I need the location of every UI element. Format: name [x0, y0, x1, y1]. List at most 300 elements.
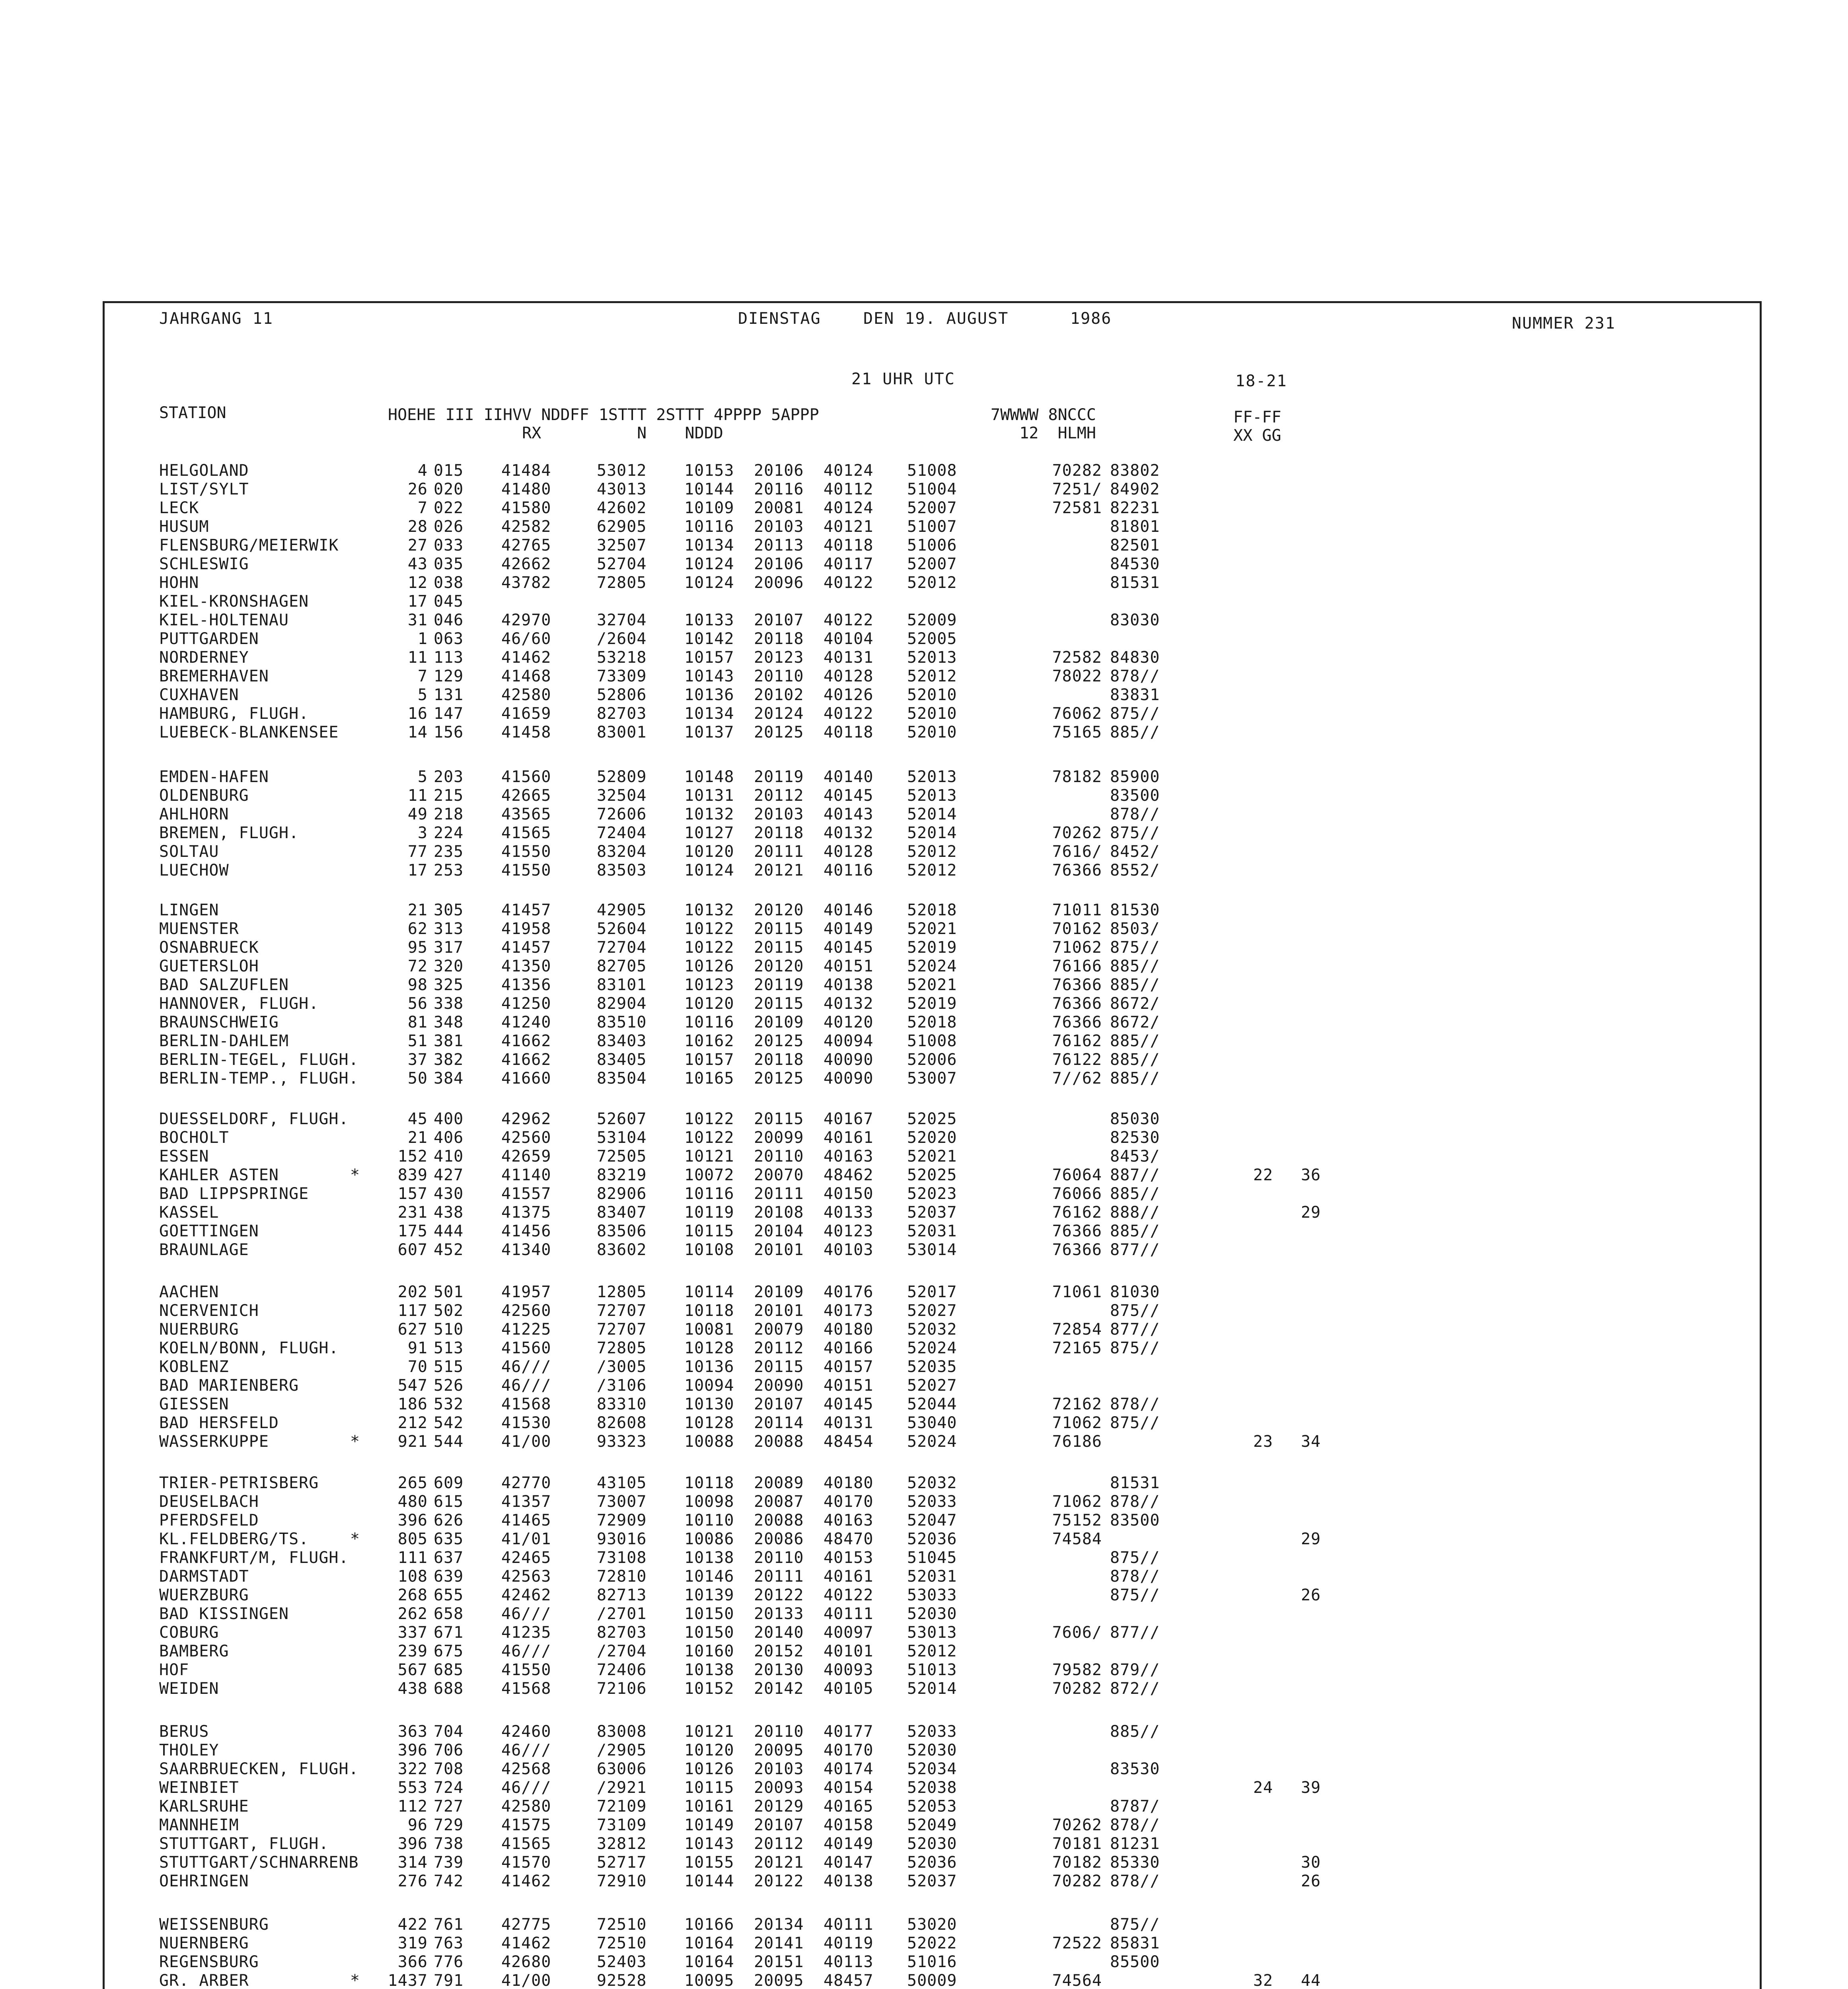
- sttt2: 20112: [754, 1835, 804, 1853]
- nddff: /3106: [597, 1376, 647, 1395]
- wwww7: 70262: [1052, 824, 1102, 842]
- iii: 609: [434, 1474, 464, 1492]
- pppp4: 40150: [824, 1185, 874, 1203]
- sttt2: 20120: [754, 901, 804, 919]
- station-name: HOHN: [159, 574, 199, 592]
- sttt1: 10110: [684, 1511, 734, 1530]
- station-name: HAMBURG, FLUGH.: [159, 705, 309, 723]
- station-name: FLENSBURG/MEIERWIK: [159, 536, 339, 555]
- nccc8: 885//: [1110, 1222, 1160, 1240]
- sttt2: 20110: [754, 667, 804, 685]
- pppp4: 40180: [824, 1474, 874, 1492]
- station-name: KARLSRUHE: [159, 1797, 249, 1816]
- iihvv: 42662: [501, 555, 551, 573]
- iii: 430: [434, 1185, 464, 1203]
- pppp4: 40145: [824, 786, 874, 805]
- iii: 444: [434, 1222, 464, 1240]
- hoehe: 396: [397, 1511, 428, 1530]
- station-name: CUXHAVEN: [159, 686, 239, 704]
- appp5: 52024: [907, 1339, 957, 1357]
- iii: 026: [434, 518, 464, 536]
- appp5: 52037: [907, 1203, 957, 1222]
- iihvv: 42465: [501, 1549, 551, 1567]
- pppp4: 40121: [824, 518, 874, 536]
- wwww7: 71062: [1052, 1414, 1102, 1432]
- nddff: 82703: [597, 705, 647, 723]
- sttt2: 20102: [754, 686, 804, 704]
- iihvv: 41560: [501, 768, 551, 786]
- nddff: 42905: [597, 901, 647, 919]
- sttt1: 10118: [684, 1474, 734, 1492]
- nccc8: 878//: [1110, 1816, 1160, 1834]
- nddff: /2921: [597, 1779, 647, 1797]
- sttt2: 20110: [754, 1549, 804, 1567]
- iihvv: 41456: [501, 1222, 551, 1240]
- ff-gg: 30: [1301, 1853, 1321, 1872]
- nddff: 72404: [597, 824, 647, 842]
- sttt1: 10114: [684, 1283, 734, 1301]
- nccc8: 885//: [1110, 976, 1160, 994]
- hoehe: 50: [407, 1069, 428, 1088]
- nddff: 93016: [597, 1530, 647, 1548]
- station-name: GOETTINGEN: [159, 1222, 259, 1240]
- pppp4: 48454: [824, 1432, 874, 1451]
- station-name: COBURG: [159, 1623, 219, 1642]
- iii: 658: [434, 1605, 464, 1623]
- wwww7: 70182: [1052, 1853, 1102, 1872]
- hoehe: 72: [407, 957, 428, 975]
- station-name: LUECHOW: [159, 861, 229, 880]
- pppp4: 40165: [824, 1797, 874, 1816]
- nccc8: 81530: [1110, 901, 1160, 919]
- nddff: 83504: [597, 1069, 647, 1088]
- pppp4: 40138: [824, 1872, 874, 1890]
- hoehe: 186: [397, 1395, 428, 1413]
- nddff: 83405: [597, 1051, 647, 1069]
- weekday: DIENSTAG: [738, 309, 821, 328]
- nccc8: 83831: [1110, 686, 1160, 704]
- station-name: BERUS: [159, 1722, 209, 1741]
- iii: 763: [434, 1934, 464, 1952]
- station-name: BERLIN-TEMP., FLUGH.: [159, 1069, 359, 1088]
- station-name: WEINBIET: [159, 1779, 239, 1797]
- hoehe: 5: [417, 768, 428, 786]
- nddff: 73309: [597, 667, 647, 685]
- hoehe: 77: [407, 843, 428, 861]
- pppp4: 40090: [824, 1051, 874, 1069]
- hoehe: 14: [407, 723, 428, 741]
- iihvv: 41/00: [501, 1971, 551, 1989]
- iii: 727: [434, 1797, 464, 1816]
- sttt2: 20119: [754, 976, 804, 994]
- pppp4: 48457: [824, 1971, 874, 1989]
- sttt2: 20115: [754, 994, 804, 1013]
- nddff: 53218: [597, 648, 647, 667]
- sttt2: 20088: [754, 1511, 804, 1530]
- nddff: 72707: [597, 1302, 647, 1320]
- iii: 400: [434, 1110, 464, 1128]
- appp5: 52019: [907, 994, 957, 1013]
- wwww7: 7//62: [1052, 1069, 1102, 1088]
- station-name: ESSEN: [159, 1147, 209, 1166]
- hoehe: 396: [397, 1741, 428, 1759]
- station-name: OLDENBURG: [159, 786, 249, 805]
- iii: 215: [434, 786, 464, 805]
- hoehe: 11: [407, 786, 428, 805]
- hoehe: 921: [397, 1432, 428, 1451]
- sttt2: 20107: [754, 611, 804, 629]
- iihvv: 41458: [501, 723, 551, 741]
- iihvv: 41550: [501, 861, 551, 880]
- appp5: 52012: [907, 667, 957, 685]
- iihvv: 41550: [501, 1661, 551, 1679]
- iii: 224: [434, 824, 464, 842]
- iii: 045: [434, 592, 464, 611]
- iii: 452: [434, 1241, 464, 1259]
- sttt1: 10157: [684, 1051, 734, 1069]
- hoehe: 363: [397, 1722, 428, 1741]
- wwww7: 72582: [1052, 648, 1102, 667]
- iii: 438: [434, 1203, 464, 1222]
- wwww7: 70282: [1052, 1872, 1102, 1890]
- iii: 526: [434, 1376, 464, 1395]
- sttt1: 10124: [684, 555, 734, 573]
- sttt1: 10122: [684, 920, 734, 938]
- nddff: 82703: [597, 1623, 647, 1642]
- nccc8: 83500: [1110, 1511, 1160, 1530]
- ff-gg: 34: [1301, 1432, 1321, 1451]
- nddff: 82608: [597, 1414, 647, 1432]
- iihvv: 42659: [501, 1147, 551, 1166]
- date: DEN 19. AUGUST: [863, 309, 1009, 328]
- iii: 046: [434, 611, 464, 629]
- sttt1: 10153: [684, 461, 734, 480]
- wwww7: 76366: [1052, 1241, 1102, 1259]
- nddff: 52717: [597, 1853, 647, 1872]
- wwww7: 7606/: [1052, 1623, 1102, 1642]
- sttt1: 10116: [684, 1185, 734, 1203]
- sttt2: 20070: [754, 1166, 804, 1184]
- iii: 542: [434, 1414, 464, 1432]
- iihvv: 41568: [501, 1395, 551, 1413]
- station-name: DARMSTADT: [159, 1567, 249, 1586]
- iii: 317: [434, 938, 464, 957]
- wwww7: 74564: [1052, 1971, 1102, 1989]
- nccc8: 8787/: [1110, 1797, 1160, 1816]
- column-station: STATION: [159, 404, 226, 422]
- station-name: GUETERSLOH: [159, 957, 259, 975]
- appp5: 52047: [907, 1511, 957, 1530]
- appp5: 50009: [907, 1971, 957, 1989]
- hoehe: 268: [397, 1586, 428, 1604]
- iihvv: 41958: [501, 920, 551, 938]
- nddff: 32507: [597, 536, 647, 555]
- wwww7: 76064: [1052, 1166, 1102, 1184]
- wwww7: 70162: [1052, 920, 1102, 938]
- station-name: PFERDSFELD: [159, 1511, 259, 1530]
- sttt2: 20119: [754, 768, 804, 786]
- hoehe: 28: [407, 518, 428, 536]
- nddff: 73007: [597, 1493, 647, 1511]
- iii: 635: [434, 1530, 464, 1548]
- appp5: 53033: [907, 1586, 957, 1604]
- appp5: 52018: [907, 901, 957, 919]
- iihvv: 41457: [501, 938, 551, 957]
- pppp4: 40176: [824, 1283, 874, 1301]
- appp5: 52037: [907, 1872, 957, 1890]
- iii: 022: [434, 499, 464, 517]
- hoehe: 96: [407, 1816, 428, 1834]
- pppp4: 40122: [824, 705, 874, 723]
- hoehe: 43: [407, 555, 428, 573]
- column-ff-2: XX GG: [1233, 426, 1281, 445]
- hoehe: 422: [397, 1915, 428, 1934]
- station-name: OEHRINGEN: [159, 1872, 249, 1890]
- sttt1: 10157: [684, 648, 734, 667]
- pppp4: 40153: [824, 1549, 874, 1567]
- station-name: HUSUM: [159, 518, 209, 536]
- sttt1: 10164: [684, 1953, 734, 1971]
- observation-time: 21 UHR UTC: [851, 370, 955, 388]
- iii: 325: [434, 976, 464, 994]
- sttt2: 20118: [754, 1051, 804, 1069]
- iii: 410: [434, 1147, 464, 1166]
- iihvv: 41659: [501, 705, 551, 723]
- appp5: 51013: [907, 1661, 957, 1679]
- hoehe: 152: [397, 1147, 428, 1166]
- station-name: PUTTGARDEN: [159, 630, 259, 648]
- pppp4: 40131: [824, 1414, 874, 1432]
- iihvv: 41565: [501, 1835, 551, 1853]
- iii: 688: [434, 1680, 464, 1698]
- wwww7: 76162: [1052, 1032, 1102, 1050]
- hoehe: 49: [407, 805, 428, 823]
- appp5: 52044: [907, 1395, 957, 1413]
- nddff: /2604: [597, 630, 647, 648]
- sttt1: 10126: [684, 957, 734, 975]
- iihvv: 41550: [501, 843, 551, 861]
- sttt1: 10144: [684, 1872, 734, 1890]
- wwww7: 70262: [1052, 1816, 1102, 1834]
- pppp4: 40151: [824, 957, 874, 975]
- nddff: 52806: [597, 686, 647, 704]
- appp5: 52025: [907, 1110, 957, 1128]
- sttt2: 20103: [754, 805, 804, 823]
- iihvv: 41462: [501, 1934, 551, 1952]
- sttt2: 20115: [754, 938, 804, 957]
- nddff: 43013: [597, 480, 647, 498]
- pppp4: 40097: [824, 1623, 874, 1642]
- appp5: 52018: [907, 1013, 957, 1031]
- nddff: 82713: [597, 1586, 647, 1604]
- iihvv: 43782: [501, 574, 551, 592]
- wwww7: 72522: [1052, 1934, 1102, 1952]
- nddff: 82705: [597, 957, 647, 975]
- nccc8: 885//: [1110, 723, 1160, 741]
- nccc8: 875//: [1110, 938, 1160, 957]
- nddff: 73108: [597, 1549, 647, 1567]
- iii: 626: [434, 1511, 464, 1530]
- hoehe: 7: [417, 667, 428, 685]
- hoehe: 553: [397, 1779, 428, 1797]
- sttt2: 20110: [754, 1722, 804, 1741]
- appp5: 51008: [907, 461, 957, 480]
- iihvv: 41457: [501, 901, 551, 919]
- pppp4: 40111: [824, 1605, 874, 1623]
- wwww7: 70282: [1052, 461, 1102, 480]
- sttt1: 10130: [684, 1395, 734, 1413]
- station-name: OSNABRUECK: [159, 938, 259, 957]
- appp5: 52012: [907, 1642, 957, 1660]
- iihvv: 41662: [501, 1051, 551, 1069]
- iihvv: 41557: [501, 1185, 551, 1203]
- wwww7: 71062: [1052, 1493, 1102, 1511]
- wwww7: 76366: [1052, 976, 1102, 994]
- pppp4: 40167: [824, 1110, 874, 1128]
- nccc8: 877//: [1110, 1241, 1160, 1259]
- station-name: NUERBURG: [159, 1320, 239, 1339]
- hoehe: 12: [407, 574, 428, 592]
- appp5: 51016: [907, 1953, 957, 1971]
- nccc8: 85030: [1110, 1110, 1160, 1128]
- hoehe: 31: [407, 611, 428, 629]
- hoehe: 17: [407, 592, 428, 611]
- pppp4: 40124: [824, 499, 874, 517]
- column-main-1: HOEHE III IIHVV NDDFF 1STTT 2STTT 4PPPP 5APPP: [388, 406, 819, 424]
- appp5: 52034: [907, 1760, 957, 1778]
- appp5: 52027: [907, 1302, 957, 1320]
- sttt2: 20118: [754, 824, 804, 842]
- iihvv: 42582: [501, 518, 551, 536]
- station-name: KL.FELDBERG/TS.: [159, 1530, 309, 1548]
- iii: 338: [434, 994, 464, 1013]
- hoehe: 480: [397, 1493, 428, 1511]
- nccc8: 875//: [1110, 1586, 1160, 1604]
- appp5: 53040: [907, 1414, 957, 1432]
- mountain-marker: *: [350, 1971, 360, 1989]
- iii: 129: [434, 667, 464, 685]
- appp5: 52038: [907, 1779, 957, 1797]
- iihvv: 42460: [501, 1722, 551, 1741]
- iii: 033: [434, 536, 464, 555]
- appp5: 53007: [907, 1069, 957, 1088]
- iii: 147: [434, 705, 464, 723]
- appp5: 52010: [907, 723, 957, 741]
- sttt1: 10124: [684, 861, 734, 880]
- nddff: 52607: [597, 1110, 647, 1128]
- wwww7: 71062: [1052, 938, 1102, 957]
- sttt2: 20089: [754, 1474, 804, 1492]
- pppp4: 40154: [824, 1779, 874, 1797]
- iihvv: 42580: [501, 686, 551, 704]
- pppp4: 40119: [824, 1934, 874, 1952]
- iii: 313: [434, 920, 464, 938]
- nccc8: 8503/: [1110, 920, 1160, 938]
- sttt2: 20107: [754, 1816, 804, 1834]
- nddff: 83001: [597, 723, 647, 741]
- nddff: 72109: [597, 1797, 647, 1816]
- sttt1: 10094: [684, 1376, 734, 1395]
- nccc8: 85831: [1110, 1934, 1160, 1952]
- wwww7: 76162: [1052, 1203, 1102, 1222]
- wwww7: 79582: [1052, 1661, 1102, 1679]
- sttt1: 10127: [684, 824, 734, 842]
- station-name: BREMEN, FLUGH.: [159, 824, 299, 842]
- sttt1: 10137: [684, 723, 734, 741]
- sttt2: 20099: [754, 1129, 804, 1147]
- wwww7: 76166: [1052, 957, 1102, 975]
- iihvv: 42680: [501, 1953, 551, 1971]
- appp5: 52036: [907, 1853, 957, 1872]
- sttt1: 10116: [684, 1013, 734, 1031]
- station-name: BAD KISSINGEN: [159, 1605, 289, 1623]
- iihvv: 42462: [501, 1586, 551, 1604]
- nccc8: 885//: [1110, 1032, 1160, 1050]
- station-name: KIEL-KRONSHAGEN: [159, 592, 309, 611]
- appp5: 52031: [907, 1222, 957, 1240]
- sttt2: 20125: [754, 1069, 804, 1088]
- nccc8: 885//: [1110, 957, 1160, 975]
- sttt2: 20118: [754, 630, 804, 648]
- iihvv: 41565: [501, 824, 551, 842]
- iihvv: 41140: [501, 1166, 551, 1184]
- iii: 761: [434, 1915, 464, 1934]
- nddff: /3005: [597, 1358, 647, 1376]
- wwww7: 76066: [1052, 1185, 1102, 1203]
- iii: 739: [434, 1853, 464, 1872]
- iii: 501: [434, 1283, 464, 1301]
- sttt2: 20123: [754, 648, 804, 667]
- wwww7: 71061: [1052, 1283, 1102, 1301]
- hoehe: 117: [397, 1302, 428, 1320]
- iii: 724: [434, 1779, 464, 1797]
- iihvv: 41662: [501, 1032, 551, 1050]
- sttt1: 10120: [684, 1741, 734, 1759]
- iii: 532: [434, 1395, 464, 1413]
- iihvv: 41356: [501, 976, 551, 994]
- station-name: WEIDEN: [159, 1680, 219, 1698]
- nddff: 73109: [597, 1816, 647, 1834]
- nddff: 83403: [597, 1032, 647, 1050]
- wwww7: 7616/: [1052, 843, 1102, 861]
- hoehe: 262: [397, 1605, 428, 1623]
- sttt1: 10081: [684, 1320, 734, 1339]
- nccc8: 875//: [1110, 1302, 1160, 1320]
- pppp4: 40120: [824, 1013, 874, 1031]
- nccc8: 81030: [1110, 1283, 1160, 1301]
- pppp4: 40113: [824, 1953, 874, 1971]
- sttt2: 20112: [754, 786, 804, 805]
- iihvv: 41568: [501, 1680, 551, 1698]
- ff-xx: 23: [1253, 1432, 1273, 1451]
- appp5: 52013: [907, 768, 957, 786]
- iihvv: 42775: [501, 1915, 551, 1934]
- hoehe: 45: [407, 1110, 428, 1128]
- appp5: 52025: [907, 1166, 957, 1184]
- pppp4: 40151: [824, 1376, 874, 1395]
- nddff: 32812: [597, 1835, 647, 1853]
- sttt1: 10148: [684, 768, 734, 786]
- nccc8: 8672/: [1110, 994, 1160, 1013]
- ff-gg: 29: [1301, 1203, 1321, 1222]
- pppp4: 40116: [824, 861, 874, 880]
- iii: 381: [434, 1032, 464, 1050]
- iihvv: 41462: [501, 648, 551, 667]
- appp5: 52012: [907, 843, 957, 861]
- sttt1: 10134: [684, 705, 734, 723]
- iii: 035: [434, 555, 464, 573]
- appp5: 52007: [907, 499, 957, 517]
